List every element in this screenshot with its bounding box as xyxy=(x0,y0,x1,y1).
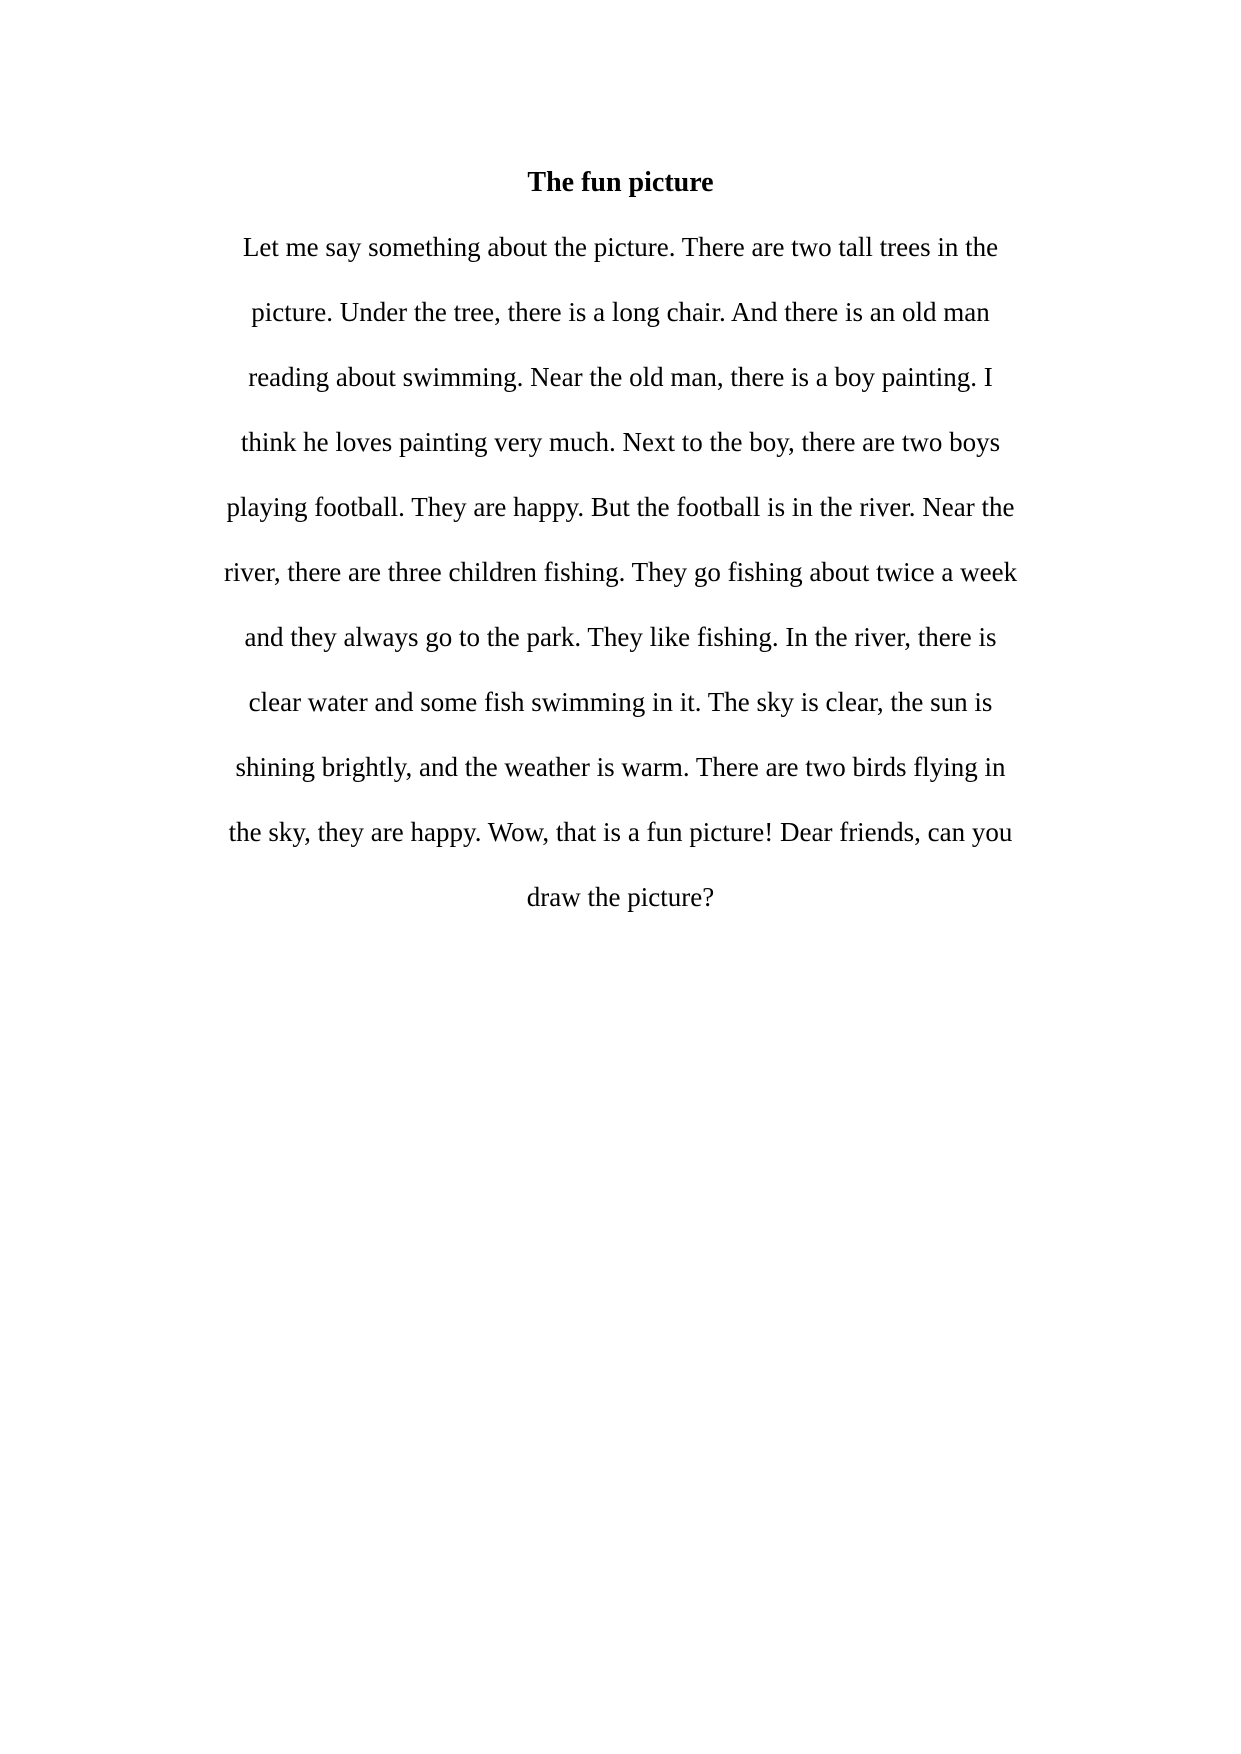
body-line: draw the picture? xyxy=(526,882,715,912)
body-line: the sky, they are happy. Wow, that is a fun picture! Dear friends, can you xyxy=(228,817,1013,847)
body-line: shining brightly, and the weather is warm. There are two birds flying in xyxy=(235,752,1006,782)
body-line: picture. Under the tree, there is a long chair. And there is an old man xyxy=(251,297,990,327)
body-line: and they always go to the park. They like fishing. In the river, there is xyxy=(244,622,997,652)
body-line: clear water and some fish swimming in it. The sky is clear, the sun is xyxy=(248,687,993,717)
document-title: The fun picture xyxy=(527,167,714,198)
body-line: reading about swimming. Near the old man, there is a boy painting. I xyxy=(248,362,993,392)
body-line: think he loves painting very much. Next to the boy, there are two boys xyxy=(240,427,1001,457)
body-line: river, there are three children fishing. They go fishing about twice a week xyxy=(223,557,1018,587)
body-line: Let me say something about the picture. There are two tall trees in the xyxy=(242,232,999,262)
document-body xyxy=(185,230,1056,945)
body-line: playing football. They are happy. But the football is in the river. Near the xyxy=(226,492,1015,522)
